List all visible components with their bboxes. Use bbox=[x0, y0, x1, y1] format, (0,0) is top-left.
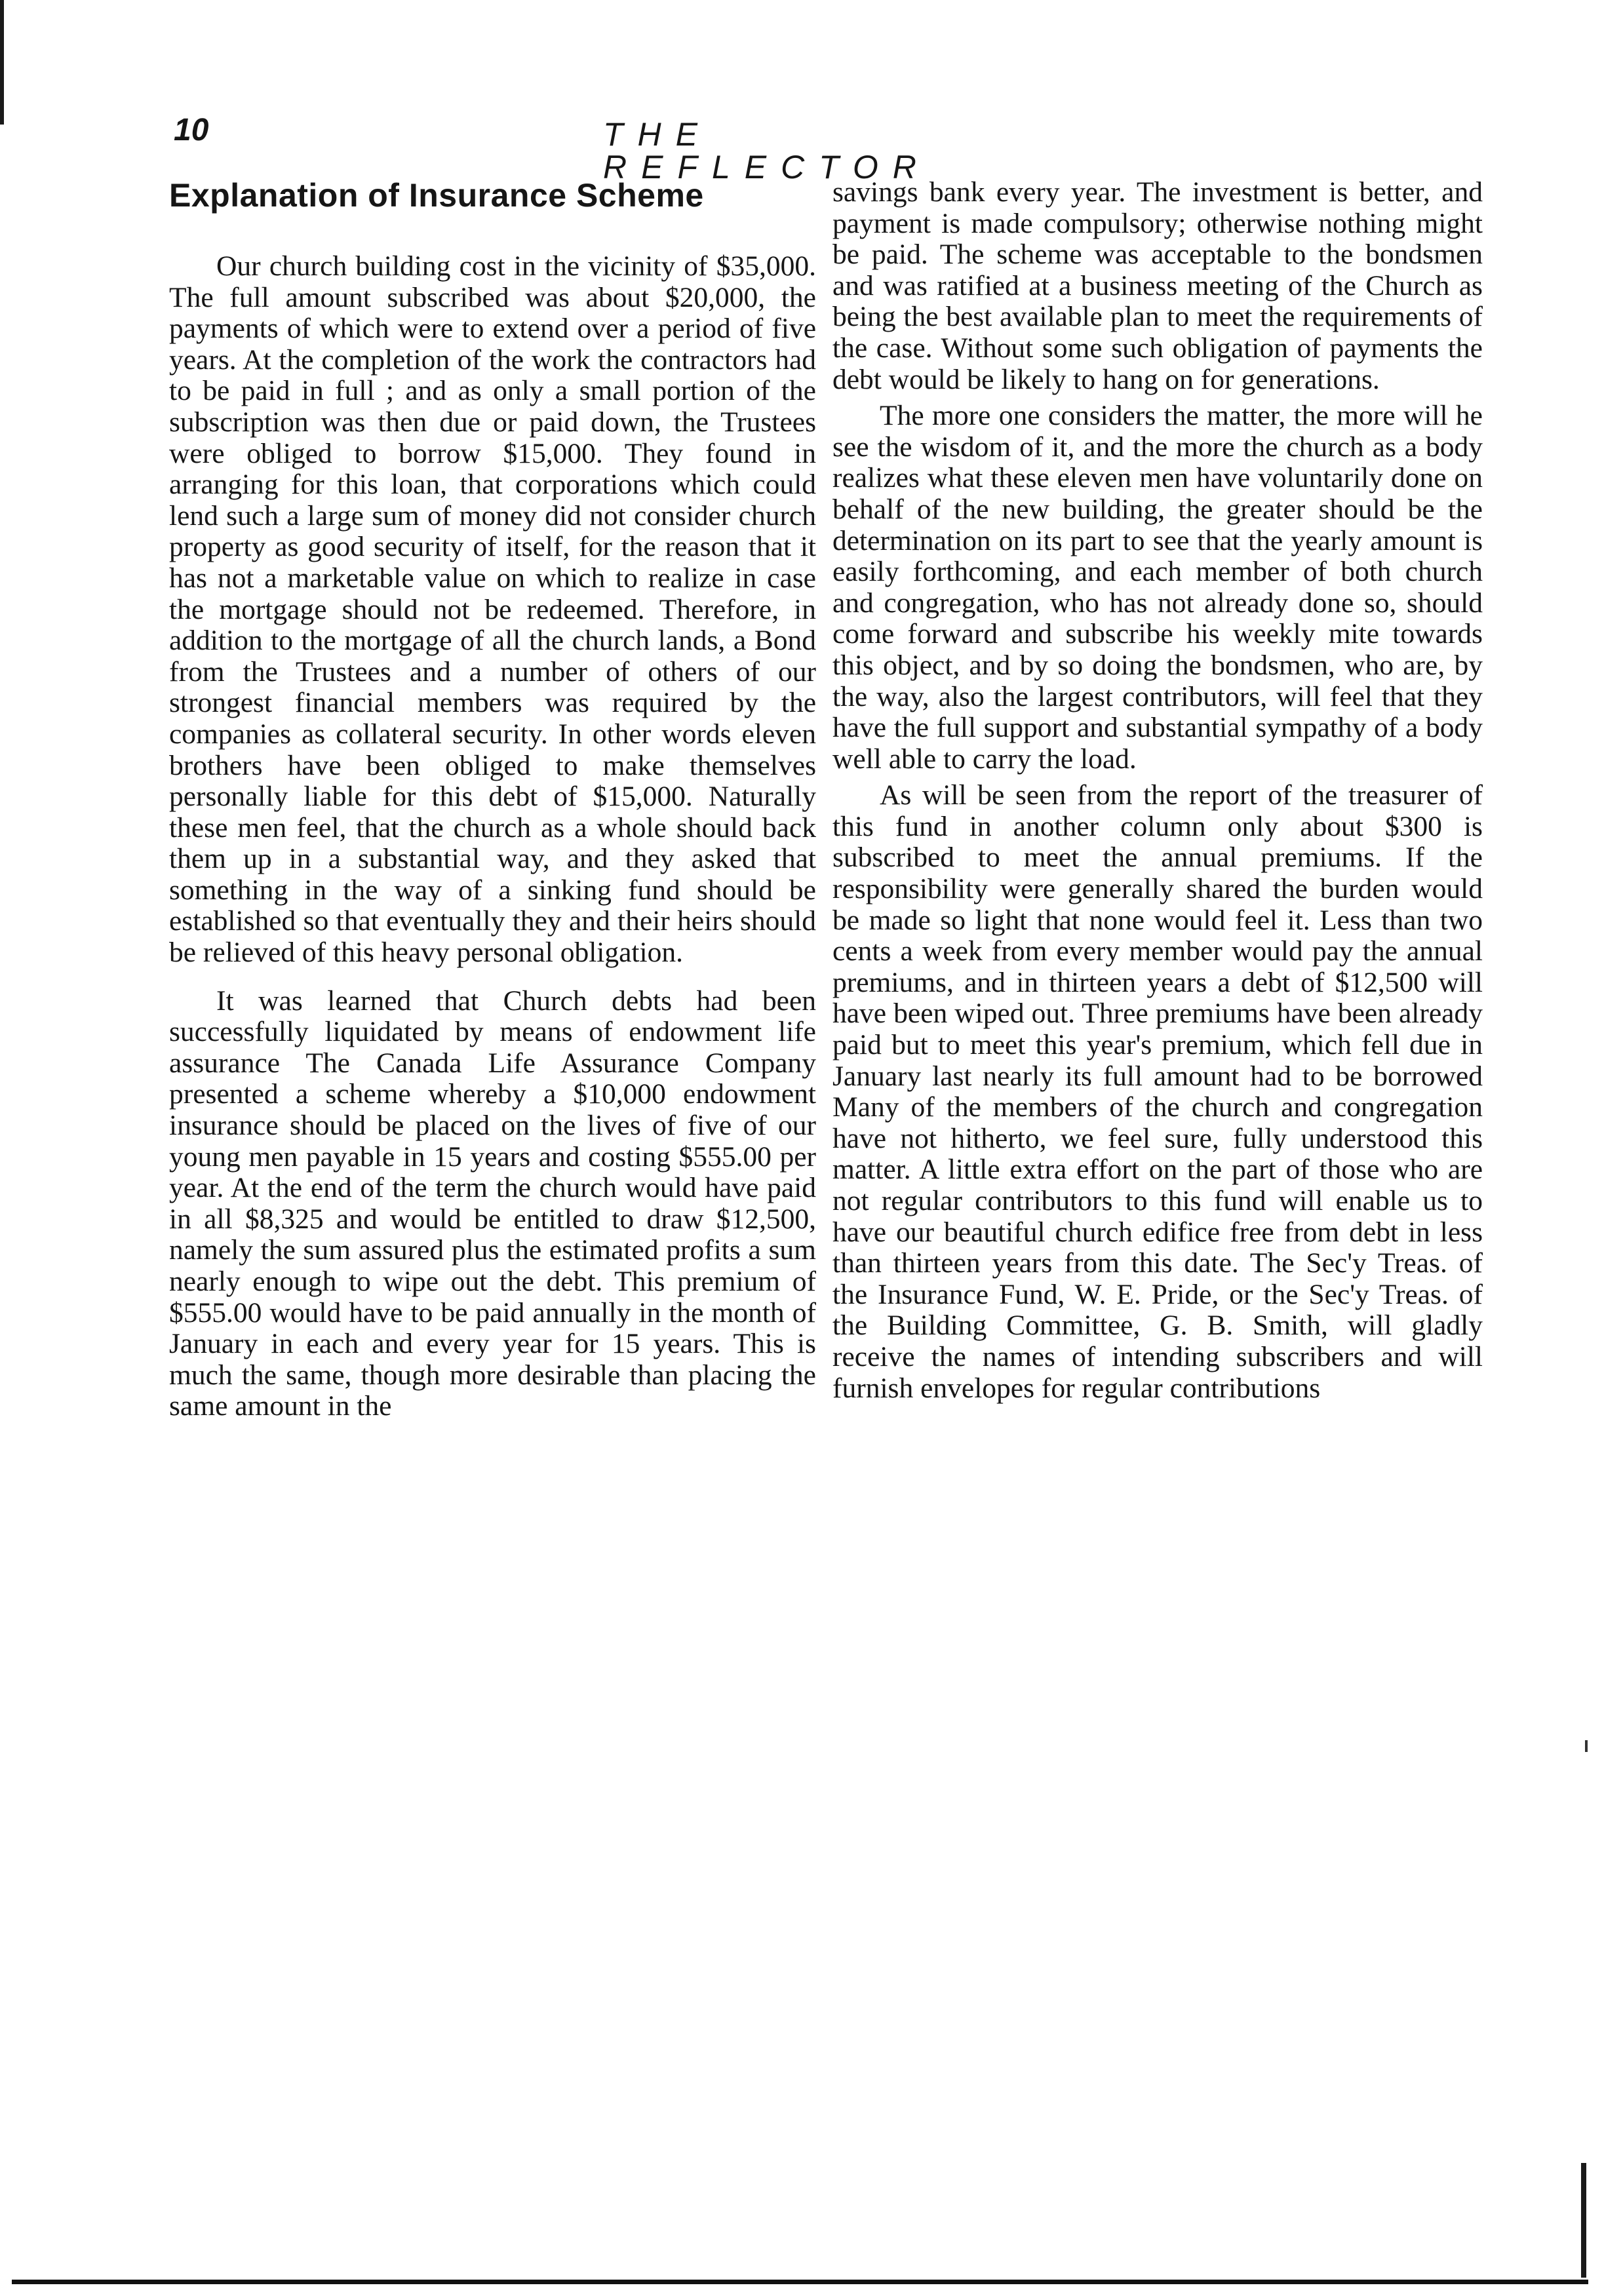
article-paragraph: savings bank every year. The investment is better, and payment is made compulsory; otherwise nothing might be paid. The scheme was acceptable to the bondsmen and was ratified at a business meeting of the Church as being the best available plan to meet the requirements of the case. Without some such obligation of payments the debt would be likely to hang on for generations. bbox=[832, 176, 1483, 395]
running-head: THE REFLECTOR bbox=[603, 116, 931, 185]
right-column bbox=[832, 177, 1483, 1404]
scan-edge-bottom bbox=[12, 2280, 1588, 2284]
scan-edge-right bbox=[1581, 2163, 1586, 2278]
scan-mark bbox=[1585, 1740, 1588, 1752]
page-number: 10 bbox=[174, 113, 209, 147]
article-title: Explanation of Insurance Scheme bbox=[169, 177, 704, 214]
article-paragraph: As will be seen from the report of the treasurer of this fund in another column only about $300 is subscribed to meet the annual premiums. If the responsibility were generally shared the burden would be made so light that none would feel it. Less than two cents a week from every member would pay the annual premiums, and in thirteen years a debt of $12,500 will have been wiped out. Three premiums have been already paid but to meet this year's premium, which fell due in January last nearly its full amount had to be borrowed Many of the members of the church and congregation have not hitherto, we feel sure, fully understood this matter. A little extra effort on the part of those who are not regular contributors to this fund will enable us to have our beautiful church edifice free from debt in less than thirteen years from this date. The Sec'y Treas. of the Insurance Fund, W. E. Pride, or the Sec'y Treas. of the Building Committee, G. B. Smith, will gladly receive the names of intending subscribers and will furnish envelopes for regular contributions bbox=[832, 779, 1483, 1404]
left-column bbox=[169, 177, 816, 1422]
scan-edge-left bbox=[0, 0, 4, 125]
article-paragraph: It was learned that Church debts had been successfully liquidated by means of endowment life assurance The Canada Life Assurance Company presented a scheme whereby a $10,000 endowment insurance should be placed on the lives of five of our young men payable in 15 years and costing $555.00 per year. At the end of the term the church would have paid in all $8,325 and would be entitled to draw $12,500, namely the sum assured plus the estimated profits a sum nearly enough to wipe out the debt. This premium of $555.00 would have to be paid annually in the month of January in each and every year for 15 years. This is much the same, though more desirable than placing the same amount in the bbox=[169, 984, 816, 1422]
article-paragraph: Our church building cost in the vicinity of $35,000. The full amount subscribed was about $20,000, the payments of which were to extend over a period of five years. At the completion of the work the contractors had to be paid in full ; and as only a small portion of the subscription was then due or paid down, the Trustees were obliged to borrow $15,000. They found in arranging for this loan, that corporations which could lend such a large sum of money did not consider church property as good security of itself, for the reason that it has not a marketable value on which to realize in case the mortgage should not be redeemed. Therefore, in addition to the mortgage of all the church lands, a Bond from the Trustees and a number of others of our strongest financial members was required by the companies as collateral security. In other words eleven brothers have been obliged to make themselves personally liable for this debt of $15,000. Naturally these men feel, that the church as a whole should back them up in a substantial way, and they asked that something in the way of a sinking fund should be established so that eventually they and their heirs should be relieved of this heavy personal obligation. bbox=[169, 250, 816, 969]
article-paragraph: The more one considers the matter, the more will he see the wisdom of it, and the more the church as a body realizes what these eleven men have voluntarily done on behalf of the new building, the greater should be the determination on its part to see that the yearly amount is easily forthcoming, and each member of both church and congregation, who has not already done so, should come forward and subscribe his weekly mite towards this object, and by so doing the bondsmen, who are, by the way, also the largest contributors, will feel that they have the full support and substantial sympathy of a body well able to carry the load. bbox=[832, 400, 1483, 775]
